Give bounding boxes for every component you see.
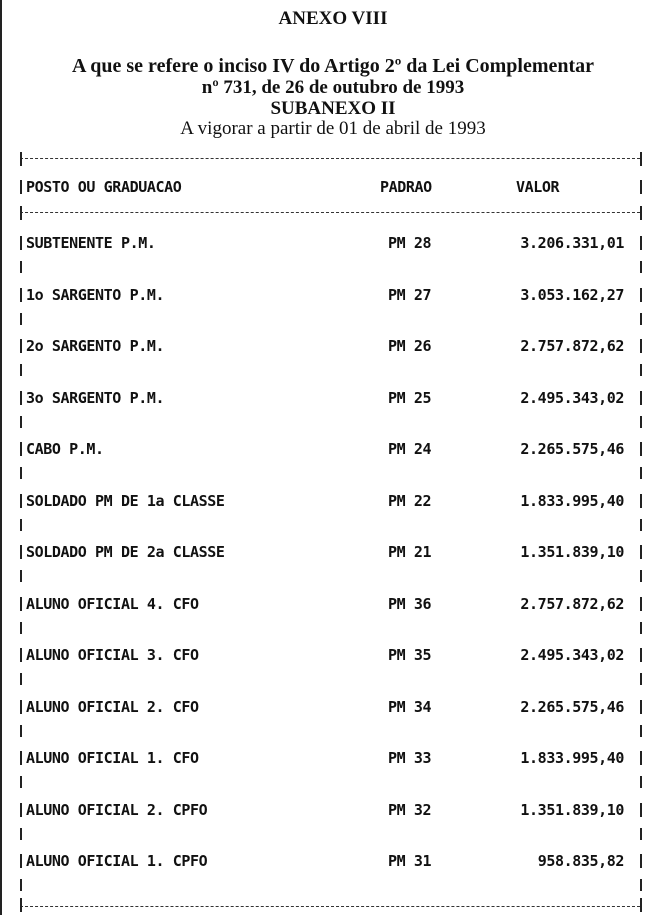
table-border [640, 700, 642, 714]
table-border [20, 364, 22, 376]
law-number-line: nº 731, de 26 de outubro de 1993 [201, 77, 465, 98]
table-border [640, 339, 642, 353]
table-border [20, 339, 22, 353]
cell-posto: ALUNO OFICIAL 1. CFO [26, 749, 199, 767]
table-border [20, 898, 22, 912]
table-border [640, 898, 642, 912]
table-border [640, 494, 642, 508]
cell-padrao: PM 35 [388, 646, 432, 664]
cell-valor: 2.757.872,62 [520, 337, 624, 355]
cell-padrao: PM 25 [388, 388, 432, 407]
cell-padrao: PM 32 [388, 800, 432, 819]
table-border [640, 854, 642, 868]
table-border [640, 206, 642, 220]
table-border [640, 288, 642, 302]
table-top-rule [20, 158, 640, 159]
cell-posto: SOLDADO PM DE 2a CLASSE [26, 543, 225, 561]
cell-posto: ALUNO OFICIAL 1. CPFO [26, 852, 208, 870]
cell-valor: 3.206.331,01 [520, 234, 624, 252]
column-header-posto: POSTO OU GRADUACAO [26, 178, 182, 196]
table-border [20, 622, 22, 634]
cell-padrao: PM 31 [388, 852, 432, 870]
table-border [20, 828, 22, 840]
table-border [640, 597, 642, 611]
cell-valor: 2.265.575,46 [520, 697, 624, 716]
table-border [20, 442, 22, 456]
table-border [20, 776, 22, 788]
table-border [20, 494, 22, 508]
table-border [640, 828, 642, 840]
cell-padrao: PM 26 [388, 337, 432, 355]
table-border [20, 467, 22, 479]
table-border [640, 545, 642, 559]
effective-date-line: A vigorar a partir de 01 de abril de 1993 [180, 118, 486, 139]
cell-valor: 2.495.343,02 [520, 646, 624, 664]
header-rule [20, 212, 640, 213]
cell-valor: 2.495.343,02 [520, 388, 624, 407]
cell-posto: SUBTENENTE P.M. [26, 234, 156, 252]
table-border [20, 751, 22, 765]
cell-padrao: PM 36 [388, 594, 432, 613]
table-border [640, 467, 642, 479]
table-border [640, 313, 642, 325]
table-border [640, 391, 642, 405]
table-border [640, 776, 642, 788]
table-border [20, 391, 22, 405]
cell-padrao: PM 34 [388, 697, 432, 716]
cell-posto: SOLDADO PM DE 1a CLASSE [26, 491, 225, 510]
table-border [640, 261, 642, 273]
table-border [640, 570, 642, 582]
table-border [20, 519, 22, 531]
table-border [640, 364, 642, 376]
table-border [640, 416, 642, 428]
table-border [20, 570, 22, 582]
cell-valor: 1.351.839,10 [520, 800, 624, 819]
cell-padrao: PM 21 [388, 543, 432, 561]
cell-posto: ALUNO OFICIAL 4. CFO [26, 594, 199, 613]
table-bottom-rule [20, 906, 640, 907]
table-border [20, 261, 22, 273]
table-border [20, 597, 22, 611]
table-border [640, 673, 642, 685]
cell-valor: 2.265.575,46 [520, 440, 624, 458]
table-border [20, 236, 22, 250]
cell-valor: 1.833.995,40 [520, 749, 624, 767]
table-border [20, 313, 22, 325]
table-border [20, 700, 22, 714]
cell-padrao: PM 28 [388, 234, 432, 252]
cell-valor: 958.835,82 [537, 852, 624, 870]
cell-valor: 3.053.162,27 [520, 285, 624, 304]
table-border [20, 180, 22, 194]
column-header-valor: VALOR [516, 178, 560, 196]
cell-valor: 1.351.839,10 [520, 543, 624, 561]
table-border [640, 725, 642, 737]
cell-posto: 2o SARGENTO P.M. [26, 337, 165, 355]
table-border [20, 648, 22, 662]
table-border [640, 751, 642, 765]
cell-valor: 2.757.872,62 [520, 594, 624, 613]
cell-valor: 1.833.995,40 [520, 491, 624, 510]
table-border [640, 152, 642, 166]
cell-padrao: PM 22 [388, 491, 432, 510]
table-border [640, 236, 642, 250]
cell-posto: 3o SARGENTO P.M. [26, 388, 165, 407]
table-border [20, 803, 22, 817]
annex-title: ANEXO VIII [278, 8, 388, 29]
table-border [640, 180, 642, 194]
table-border [20, 854, 22, 868]
subannex-title: SUBANEXO II [270, 98, 396, 119]
table-border [20, 206, 22, 220]
cell-padrao: PM 27 [388, 285, 432, 304]
table-border [640, 519, 642, 531]
table-border [20, 725, 22, 737]
table-border [20, 152, 22, 166]
cell-posto: 1o SARGENTO P.M. [26, 285, 165, 304]
table-border [640, 442, 642, 456]
table-border [640, 879, 642, 891]
cell-posto: ALUNO OFICIAL 2. CFO [26, 697, 199, 716]
table-border [640, 803, 642, 817]
table-border [20, 879, 22, 891]
cell-posto: ALUNO OFICIAL 2. CPFO [26, 800, 208, 819]
table-border [20, 416, 22, 428]
table-border [20, 545, 22, 559]
cell-padrao: PM 33 [388, 749, 432, 767]
column-header-padrao: PADRAO [380, 178, 432, 196]
table-border [640, 648, 642, 662]
table-border [20, 288, 22, 302]
table-border [20, 673, 22, 685]
reference-line: A que se refere o inciso IV do Artigo 2º da Lei Complementar [71, 55, 595, 77]
cell-padrao: PM 24 [388, 440, 432, 458]
cell-posto: ALUNO OFICIAL 3. CFO [26, 646, 199, 664]
table-border [640, 622, 642, 634]
cell-posto: CABO P.M. [26, 440, 104, 458]
